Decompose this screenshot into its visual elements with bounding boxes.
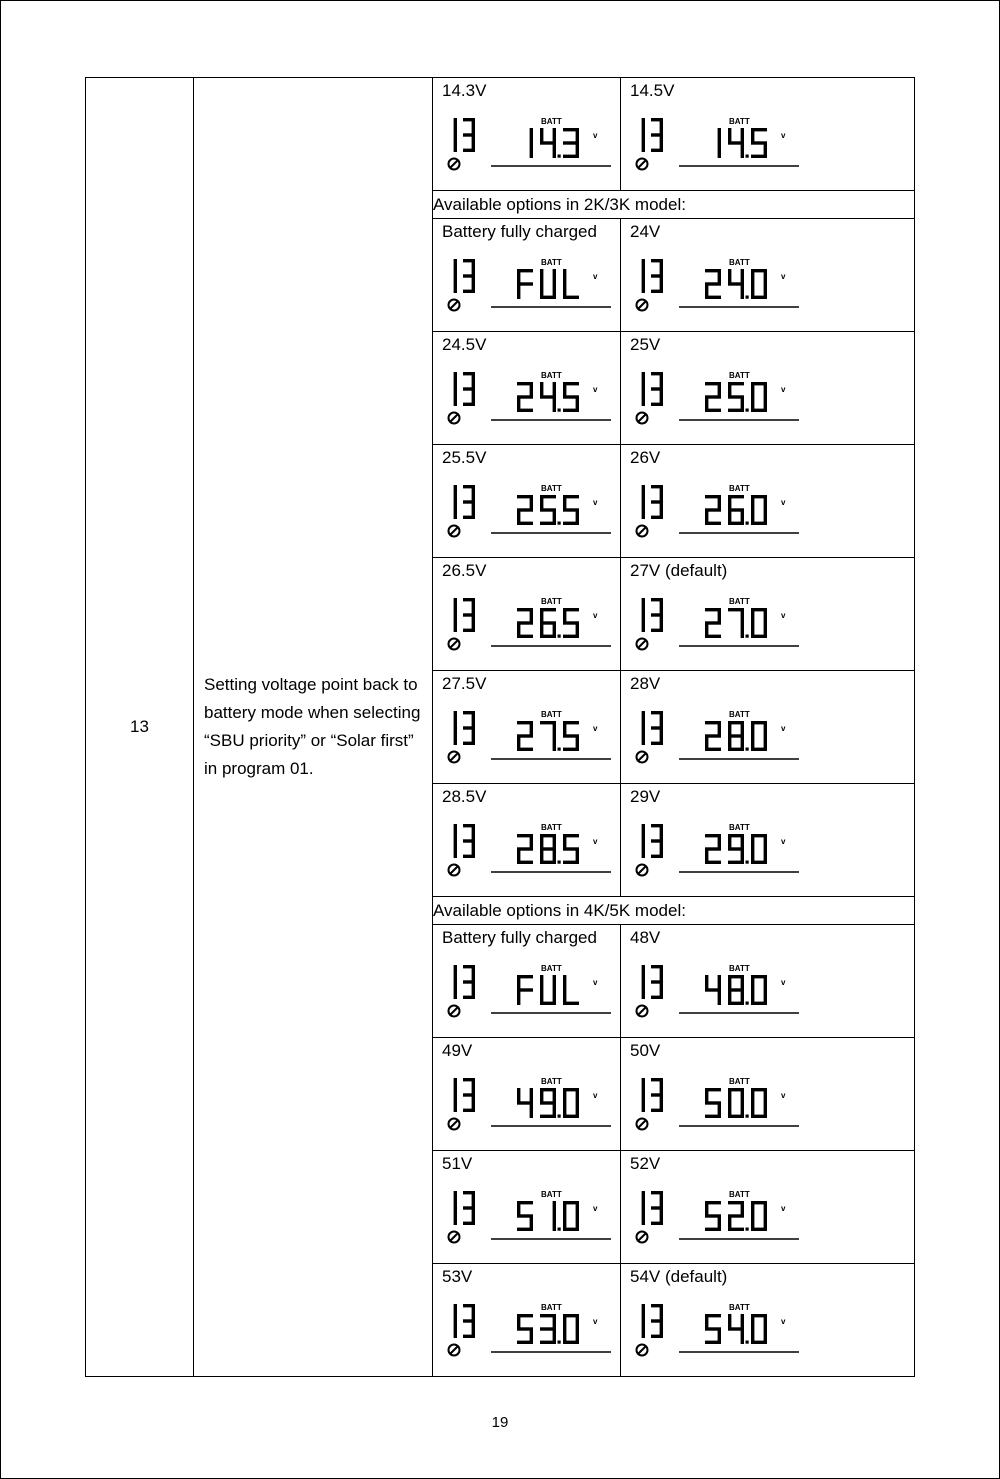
- option-label: Battery fully charged: [442, 928, 597, 947]
- svg-text:BATT: BATT: [729, 258, 750, 267]
- lcd-display: [443, 820, 615, 890]
- option-label: 53V: [442, 1267, 473, 1286]
- page-number: 19: [491, 1414, 509, 1431]
- setting-wrench-icon: [637, 1232, 648, 1243]
- option-cell: [433, 219, 621, 332]
- svg-text:BATT: BATT: [541, 964, 562, 973]
- setting-wrench-icon: [637, 865, 648, 876]
- lcd-display: [443, 1187, 615, 1257]
- option-label: 25V: [630, 335, 661, 354]
- option-label: Battery fully charged: [442, 222, 597, 241]
- setting-wrench-icon: [637, 413, 648, 424]
- option-label: 27.5V: [442, 674, 487, 693]
- svg-text:v: v: [593, 1091, 598, 1100]
- option-label: 49V: [442, 1041, 473, 1060]
- svg-text:v: v: [593, 611, 598, 620]
- setting-wrench-icon: [637, 752, 648, 763]
- setting-wrench-icon: [637, 1006, 648, 1017]
- svg-text:BATT: BATT: [729, 964, 750, 973]
- svg-text:BATT: BATT: [541, 117, 562, 126]
- svg-text:BATT: BATT: [729, 710, 750, 719]
- setting-wrench-icon: [637, 1119, 648, 1130]
- option-label: 14.3V: [442, 81, 487, 100]
- svg-text:BATT: BATT: [541, 1303, 562, 1312]
- svg-text:v: v: [593, 498, 598, 507]
- option-cell: [621, 1038, 915, 1151]
- option-label: 28V: [630, 674, 661, 693]
- option-cell: [433, 445, 621, 558]
- option-label: 26V: [630, 448, 661, 467]
- svg-text:v: v: [593, 1204, 598, 1213]
- svg-text:v: v: [781, 272, 786, 281]
- option-cell: [433, 1264, 621, 1377]
- svg-text:v: v: [781, 837, 786, 846]
- option-cell: [621, 558, 915, 671]
- setting-wrench-icon: [637, 526, 648, 537]
- setting-wrench-icon: [449, 865, 460, 876]
- svg-text:BATT: BATT: [541, 1190, 562, 1199]
- program-description-cell: [194, 78, 433, 1377]
- lcd-display: [631, 255, 803, 325]
- svg-text:BATT: BATT: [541, 484, 562, 493]
- option-cell: [621, 445, 915, 558]
- option-label: 24V: [630, 222, 661, 241]
- svg-text:v: v: [781, 611, 786, 620]
- option-label: 25.5V: [442, 448, 487, 467]
- lcd-display: [443, 1074, 615, 1144]
- settings-table: [85, 77, 915, 1377]
- option-cell: [621, 784, 915, 897]
- setting-wrench-icon: [449, 300, 460, 311]
- option-cell: [433, 78, 621, 191]
- section-header-4k5k: Available options in 4K/5K model:: [433, 897, 915, 925]
- option-cell: [433, 925, 621, 1038]
- option-cell: [433, 784, 621, 897]
- svg-text:v: v: [593, 724, 598, 733]
- setting-wrench-icon: [449, 1232, 460, 1243]
- lcd-display: [631, 820, 803, 890]
- lcd-display: [443, 255, 615, 325]
- lcd-display: [631, 481, 803, 551]
- svg-text:v: v: [593, 385, 598, 394]
- option-label: 54V (default): [630, 1267, 728, 1286]
- option-label: 14.5V: [630, 81, 675, 100]
- setting-wrench-icon: [449, 1119, 460, 1130]
- option-label: 26.5V: [442, 561, 487, 580]
- option-label: 52V: [630, 1154, 661, 1173]
- lcd-display: [631, 707, 803, 777]
- option-cell: [621, 925, 915, 1038]
- lcd-display: [631, 961, 803, 1031]
- option-label: 48V: [630, 928, 661, 947]
- setting-wrench-icon: [449, 1006, 460, 1017]
- setting-wrench-icon: [637, 1345, 648, 1356]
- setting-wrench-icon: [637, 300, 648, 311]
- option-label: 29V: [630, 787, 661, 806]
- option-cell: [433, 1038, 621, 1151]
- option-cell: [621, 1151, 915, 1264]
- setting-wrench-icon: [637, 639, 648, 650]
- svg-text:BATT: BATT: [729, 1077, 750, 1086]
- setting-wrench-icon: [449, 639, 460, 650]
- section-header-2k3k: Available options in 2K/3K model:: [433, 191, 915, 219]
- option-cell: [433, 671, 621, 784]
- svg-text:v: v: [781, 1204, 786, 1213]
- lcd-display: [443, 707, 615, 777]
- svg-text:BATT: BATT: [729, 1303, 750, 1312]
- svg-text:BATT: BATT: [729, 1190, 750, 1199]
- program-description: Setting voltage point back to battery mode when selecting “SBU priority” or “Solar first” in program 01.: [204, 675, 421, 778]
- option-label: 50V: [630, 1041, 661, 1060]
- svg-text:v: v: [593, 272, 598, 281]
- svg-text:BATT: BATT: [729, 823, 750, 832]
- svg-text:BATT: BATT: [541, 258, 562, 267]
- svg-text:BATT: BATT: [541, 597, 562, 606]
- svg-text:v: v: [593, 131, 598, 140]
- svg-text:v: v: [781, 724, 786, 733]
- svg-text:v: v: [593, 837, 598, 846]
- setting-wrench-icon: [637, 159, 648, 170]
- option-cell: [621, 219, 915, 332]
- lcd-display: [631, 368, 803, 438]
- option-label: 27V (default): [630, 561, 728, 580]
- setting-wrench-icon: [449, 752, 460, 763]
- lcd-display: [443, 594, 615, 664]
- svg-text:v: v: [593, 1317, 598, 1326]
- lcd-display: [631, 114, 803, 184]
- lcd-display: [443, 961, 615, 1031]
- setting-wrench-icon: [449, 159, 460, 170]
- svg-text:BATT: BATT: [729, 484, 750, 493]
- svg-text:v: v: [781, 978, 786, 987]
- lcd-display: [631, 1074, 803, 1144]
- svg-text:v: v: [781, 385, 786, 394]
- lcd-display: [443, 1300, 615, 1370]
- program-number: 13: [86, 78, 194, 1377]
- svg-text:BATT: BATT: [729, 597, 750, 606]
- svg-text:BATT: BATT: [541, 371, 562, 380]
- setting-wrench-icon: [449, 413, 460, 424]
- option-cell: [621, 1264, 915, 1377]
- option-cell: [621, 671, 915, 784]
- lcd-display: [631, 1187, 803, 1257]
- option-cell: [433, 1151, 621, 1264]
- svg-text:v: v: [781, 498, 786, 507]
- lcd-display: [631, 1300, 803, 1370]
- svg-text:v: v: [781, 131, 786, 140]
- option-cell: [433, 332, 621, 445]
- svg-text:v: v: [781, 1091, 786, 1100]
- option-cell: [433, 558, 621, 671]
- svg-text:v: v: [781, 1317, 786, 1326]
- option-cell: [621, 332, 915, 445]
- svg-text:BATT: BATT: [541, 710, 562, 719]
- svg-text:BATT: BATT: [541, 1077, 562, 1086]
- option-label: 24.5V: [442, 335, 487, 354]
- svg-text:v: v: [593, 978, 598, 987]
- lcd-display: [443, 114, 615, 184]
- lcd-display: [443, 368, 615, 438]
- lcd-display: [631, 594, 803, 664]
- lcd-display: [443, 481, 615, 551]
- option-label: 51V: [442, 1154, 473, 1173]
- option-label: 28.5V: [442, 787, 487, 806]
- svg-text:BATT: BATT: [541, 823, 562, 832]
- svg-text:BATT: BATT: [729, 117, 750, 126]
- setting-wrench-icon: [449, 526, 460, 537]
- setting-wrench-icon: [449, 1345, 460, 1356]
- option-cell: [621, 78, 915, 191]
- svg-text:BATT: BATT: [729, 371, 750, 380]
